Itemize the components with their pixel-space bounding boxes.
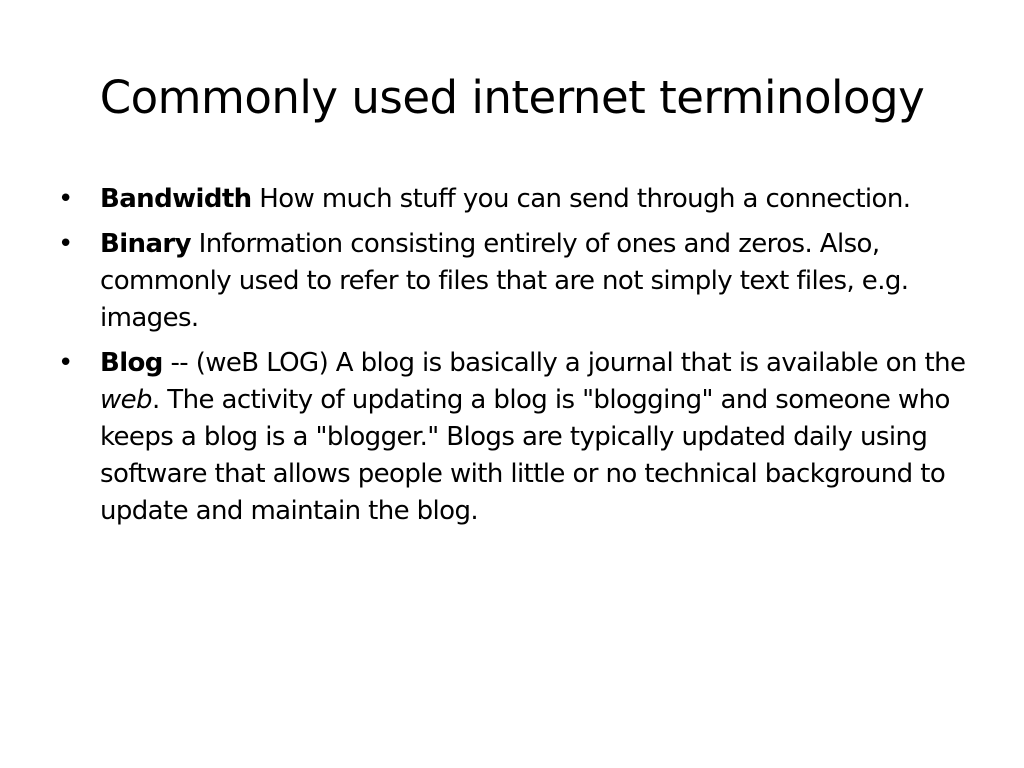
bullet-icon: • — [58, 229, 73, 259]
term-label: Bandwidth — [100, 184, 252, 214]
term-definition: How much stuff you can send through a connection. — [251, 184, 911, 214]
bullet-icon: • — [58, 184, 73, 214]
term-definition: Information consisting entirely of ones and zeros. Also, commonly used to refer to files that are not simply text files, e.g. images. — [100, 229, 909, 333]
term-definition-emphasis: web — [100, 385, 152, 415]
term-label: Binary — [100, 229, 191, 259]
term-definition-start: -- (weB LOG) A blog is basically a journal that is available on the — [162, 348, 966, 378]
bullet-item-binary — [56, 226, 972, 337]
bullet-icon: • — [58, 348, 73, 378]
slide-title: Commonly used internet terminology — [99, 71, 925, 124]
bullet-item-bandwidth — [56, 181, 972, 218]
term-label: Blog — [100, 348, 163, 378]
bullet-item-blog — [56, 345, 972, 530]
term-definition-end: . The activity of updating a blog is "blogging" and someone who keeps a blog is a "blogger." Blogs are typically updated daily using software that allows people with little or no technical background to update and maintain the blog. — [100, 385, 950, 526]
bullet-list — [56, 181, 972, 538]
